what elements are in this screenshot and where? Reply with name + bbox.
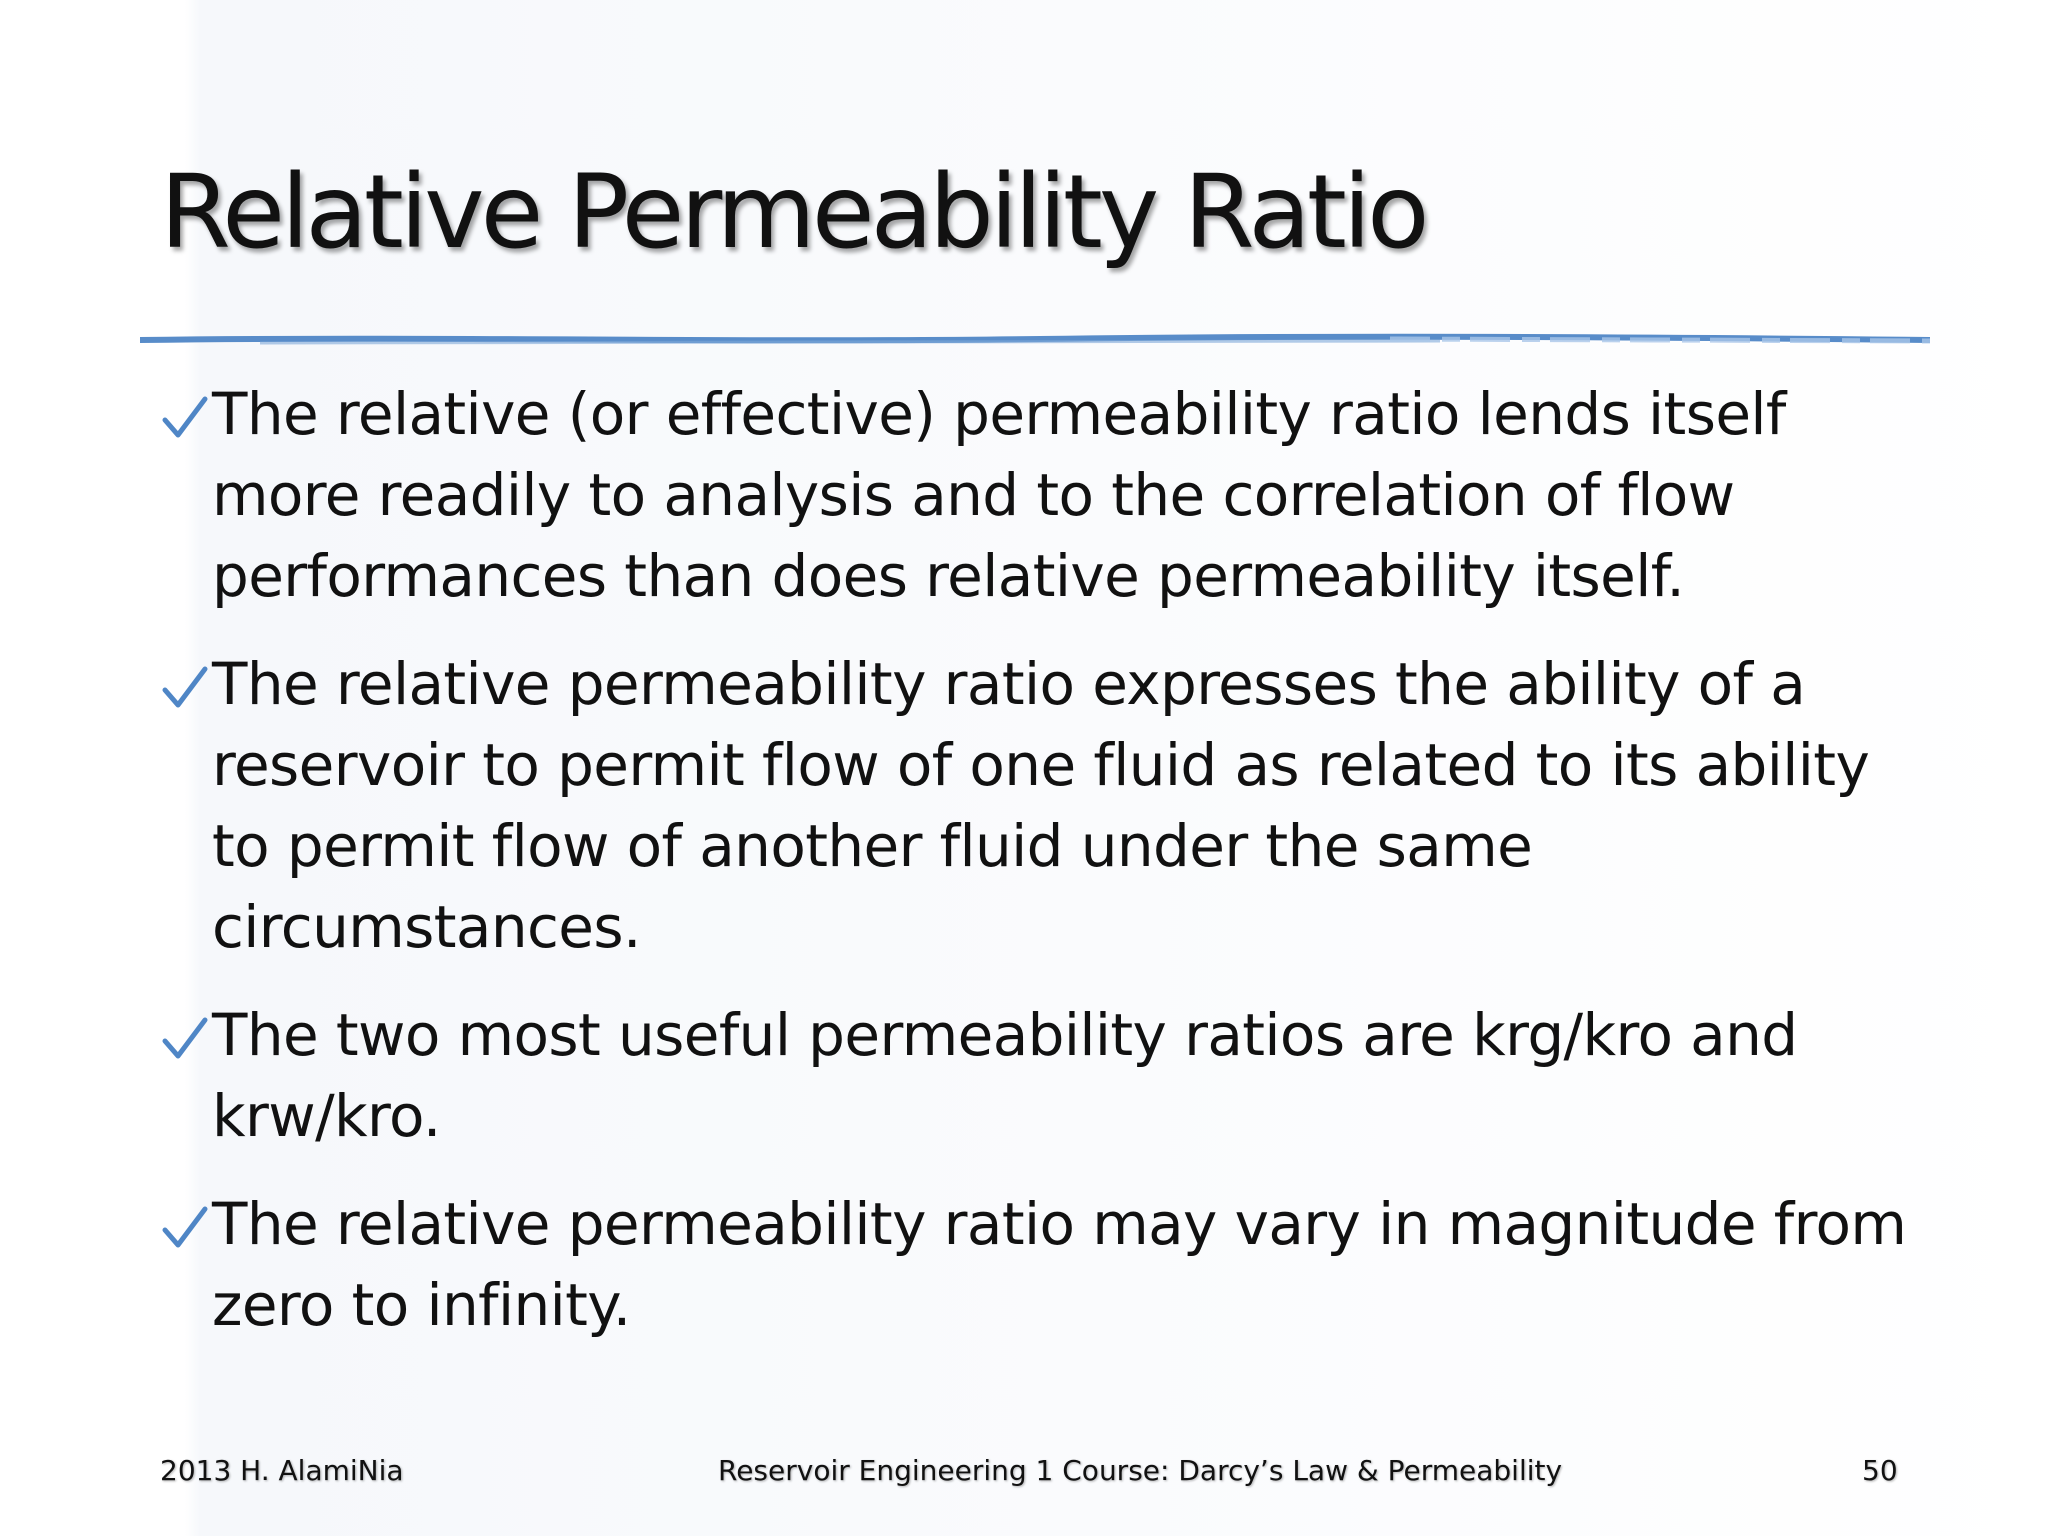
bullet-item <box>160 374 1920 617</box>
checkmark-icon <box>162 396 208 440</box>
bullet-text: The two most useful permeability ratios are krg/kro and krw/kro. <box>212 1001 1798 1150</box>
bullet-item <box>160 644 1920 968</box>
bullet-text: The relative permeability ratio may vary in magnitude from zero to infinity. <box>212 1190 1907 1339</box>
bullet-list <box>160 374 1920 1373</box>
bullet-item <box>160 1184 1920 1346</box>
checkmark-icon <box>162 666 208 710</box>
bullet-item <box>160 995 1920 1157</box>
footer-author: 2013 H. AlamiNia <box>160 1454 404 1487</box>
checkmark-icon <box>162 1017 208 1061</box>
bullet-text: The relative permeability ratio expresses the ability of a reservoir to permit flow of one fluid as related to its ability to permit flow of another fluid under the same circumstances. <box>212 650 1870 961</box>
footer-course-title: Reservoir Engineering 1 Course: Darcy’s Law & Permeability <box>718 1454 1563 1487</box>
slide-title: Relative Permeability Ratio <box>160 153 1426 272</box>
page-number: 50 <box>1862 1454 1898 1487</box>
checkmark-icon <box>162 1206 208 1250</box>
title-underline <box>140 330 1930 352</box>
bullet-text: The relative (or effective) permeability ratio lends itself more readily to analysis and to the correlation of flow performances than does relative permeability itself. <box>212 380 1786 610</box>
